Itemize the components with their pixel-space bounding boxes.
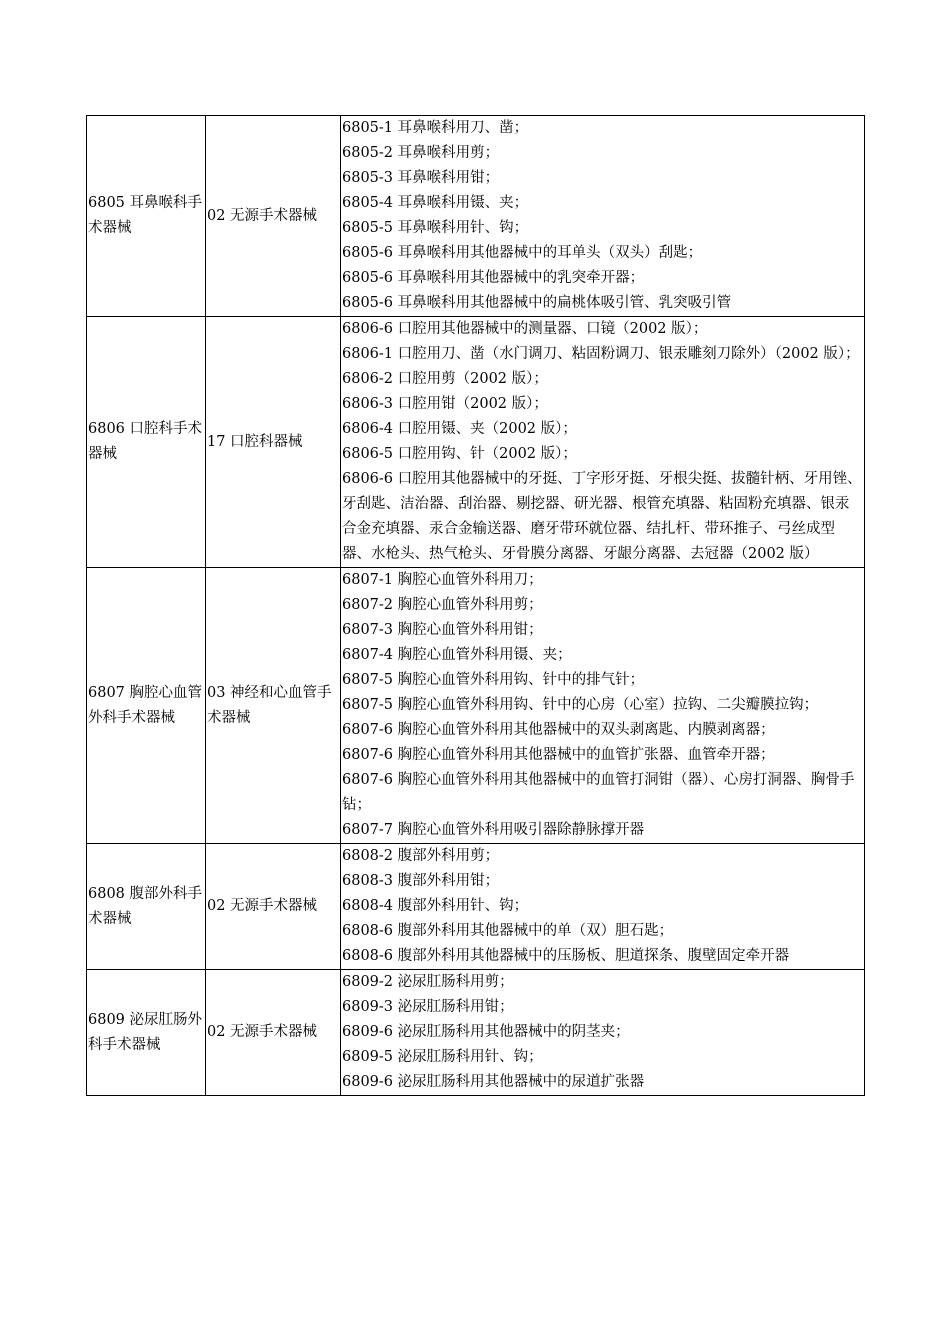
product-class-cell: 02 无源手术器械 xyxy=(206,844,341,970)
product-class-cell: 02 无源手术器械 xyxy=(206,116,341,317)
item-line: 6805-1 耳鼻喉科用刀、凿； xyxy=(342,120,529,136)
item-line: 6809-6 泌尿肛肠科用其他器械中的尿道扩张器 xyxy=(342,1074,645,1090)
item-line: 6808-6 腹部外科用其他器械中的压肠板、胆道探条、腹壁固定牵开器 xyxy=(342,948,790,964)
item-line: 6809-2 泌尿肛肠科用剪； xyxy=(342,974,514,990)
item-line: 6807-6 胸腔心血管外科用其他器械中的血管打洞钳（器）、心房打洞器、胸骨手钻； xyxy=(342,772,855,813)
item-line: 6807-1 胸腔心血管外科用刀； xyxy=(342,572,543,588)
item-line: 6807-4 胸腔心血管外科用镊、夹； xyxy=(342,647,572,663)
item-line: 6809-5 泌尿肛肠科用针、钩； xyxy=(342,1049,543,1065)
item-line: 6805-4 耳鼻喉科用镊、夹； xyxy=(342,195,529,211)
item-line: 6805-6 耳鼻喉科用其他器械中的扁桃体吸引管、乳突吸引管 xyxy=(342,295,732,311)
category-cell: 6807 胸腔心血管外科手术器械 xyxy=(87,568,206,844)
item-line: 6806-2 口腔用剪（2002 版）； xyxy=(342,371,548,387)
items-cell xyxy=(341,844,865,970)
item-line: 6807-5 胸腔心血管外科用钩、针中的心房（心室）拉钩、二尖瓣膜拉钩； xyxy=(342,697,819,713)
item-line: 6805-5 耳鼻喉科用针、钩； xyxy=(342,220,529,236)
table-row xyxy=(87,844,865,970)
table-row xyxy=(87,568,865,844)
category-cell: 6808 腹部外科手术器械 xyxy=(87,844,206,970)
catalog-table-body xyxy=(87,116,865,1096)
item-line: 6807-5 胸腔心血管外科用钩、针中的排气针； xyxy=(342,672,645,688)
item-line: 6808-2 腹部外科用剪； xyxy=(342,848,500,864)
product-class-cell: 17 口腔科器械 xyxy=(206,317,341,568)
category-cell: 6806 口腔科手术器械 xyxy=(87,317,206,568)
item-line: 6806-6 口腔用其他器械中的测量器、口镜（2002 版）； xyxy=(342,321,708,337)
items-cell xyxy=(341,317,865,568)
item-line: 6808-6 腹部外科用其他器械中的单（双）胆石匙； xyxy=(342,923,674,939)
table-row xyxy=(87,116,865,317)
item-line: 6809-3 泌尿肛肠科用钳； xyxy=(342,999,514,1015)
category-cell: 6809 泌尿肛肠外科手术器械 xyxy=(87,970,206,1096)
items-cell xyxy=(341,970,865,1096)
item-line: 6808-4 腹部外科用针、钩； xyxy=(342,898,529,914)
item-line: 6807-6 胸腔心血管外科用其他器械中的血管扩张器、血管牵开器； xyxy=(342,747,775,763)
item-line: 6807-2 胸腔心血管外科用剪； xyxy=(342,597,543,613)
item-line: 6808-3 腹部外科用钳； xyxy=(342,873,500,889)
item-line: 6806-3 口腔用钳（2002 版）； xyxy=(342,396,548,412)
table-row xyxy=(87,317,865,568)
product-class-cell: 02 无源手术器械 xyxy=(206,970,341,1096)
item-line: 6806-4 口腔用镊、夹（2002 版）； xyxy=(342,421,577,437)
product-class-cell: 03 神经和心血管手术器械 xyxy=(206,568,341,844)
item-line: 6807-3 胸腔心血管外科用钳； xyxy=(342,622,543,638)
catalog-table xyxy=(86,115,865,1096)
item-line: 6805-6 耳鼻喉科用其他器械中的耳单头（双头）刮匙； xyxy=(342,245,703,261)
items-cell xyxy=(341,568,865,844)
item-line: 6806-5 口腔用钩、针（2002 版）； xyxy=(342,446,577,462)
item-line: 6807-6 胸腔心血管外科用其他器械中的双头剥离匙、内膜剥离器； xyxy=(342,722,775,738)
item-line: 6805-3 耳鼻喉科用钳； xyxy=(342,170,500,186)
category-cell: 6805 耳鼻喉科手术器械 xyxy=(87,116,206,317)
table-row xyxy=(87,970,865,1096)
items-cell xyxy=(341,116,865,317)
item-line: 6807-7 胸腔心血管外科用吸引器除静脉撑开器 xyxy=(342,822,645,838)
item-line: 6805-2 耳鼻喉科用剪； xyxy=(342,145,500,161)
item-line: 6809-6 泌尿肛肠科用其他器械中的阴茎夹； xyxy=(342,1024,630,1040)
item-line: 6806-6 口腔用其他器械中的牙挺、丁字形牙挺、牙根尖挺、拔髓针柄、牙用锉、牙刮匙、洁治器、刮治器、剔挖器、研光器、根管充填器、粘固粉充填器、银汞合金充填器、汞合金输送器、磨牙带环就位器、结扎杆、带环推子、弓丝成型器、水枪头、热气枪头、牙骨膜分离器、牙龈分离器、去冠器（2002 版） xyxy=(342,471,862,562)
item-line: 6806-1 口腔用刀、凿（水门调刀、粘固粉调刀、银汞雕刻刀除外）（2002 版）； xyxy=(342,346,860,362)
item-line: 6805-6 耳鼻喉科用其他器械中的乳突牵开器； xyxy=(342,270,645,286)
